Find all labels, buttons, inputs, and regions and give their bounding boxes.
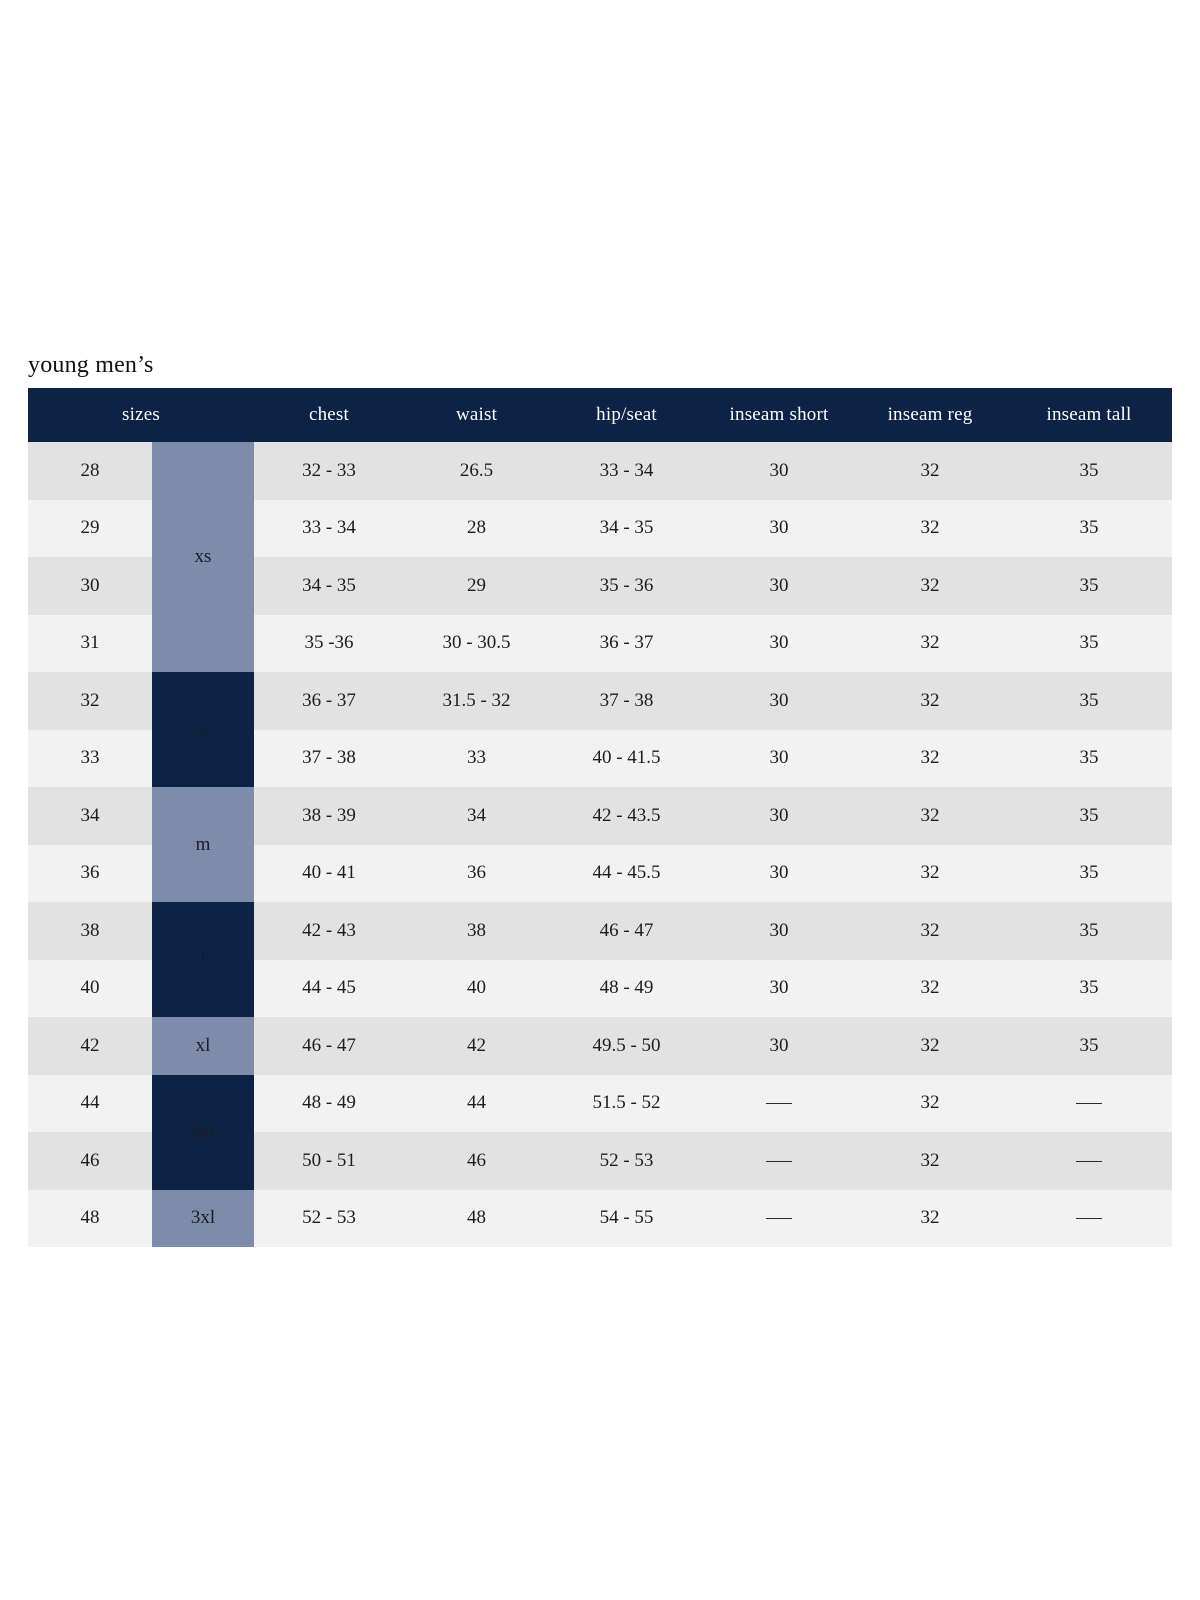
cell-inseam-tall: 35 [1006,960,1172,1018]
column-header-waist: waist [404,388,549,442]
cell-chest: 33 - 34 [254,500,404,558]
cell-waist: 48 [404,1190,549,1248]
cell-inseam-reg: 32 [854,557,1006,615]
cell-hip-seat: 33 - 34 [549,442,704,500]
cell-hip-seat: 49.5 - 50 [549,1017,704,1075]
cell-waist: 30 - 30.5 [404,615,549,673]
cell-inseam-reg: 32 [854,1190,1006,1248]
cell-waist: 42 [404,1017,549,1075]
cell-chest: 48 - 49 [254,1075,404,1133]
cell-size: 40 [28,960,152,1018]
cell-size: 33 [28,730,152,788]
cell-chest: 38 - 39 [254,787,404,845]
cell-size: 44 [28,1075,152,1133]
cell-inseam-tall [1006,1132,1172,1190]
cell-waist: 33 [404,730,549,788]
cell-hip-seat: 34 - 35 [549,500,704,558]
table-row [28,1075,1172,1133]
table-row [28,1017,1172,1075]
cell-inseam-short: 30 [704,615,854,673]
cell-waist: 26.5 [404,442,549,500]
cell-waist: 34 [404,787,549,845]
cell-inseam-tall: 35 [1006,500,1172,558]
cell-hip-seat: 44 - 45.5 [549,845,704,903]
cell-size: 29 [28,500,152,558]
cell-hip-seat: 36 - 37 [549,615,704,673]
cell-inseam-tall: 35 [1006,1017,1172,1075]
cell-hip-seat: 54 - 55 [549,1190,704,1248]
cell-size-group: s [152,672,254,787]
cell-size-group: xl [152,1017,254,1075]
cell-hip-seat: 35 - 36 [549,557,704,615]
cell-hip-seat: 51.5 - 52 [549,1075,704,1133]
cell-inseam-reg: 32 [854,902,1006,960]
cell-inseam-short: 30 [704,672,854,730]
cell-inseam-reg: 32 [854,730,1006,788]
cell-inseam-reg: 32 [854,787,1006,845]
table-row [28,902,1172,960]
cell-inseam-tall [1006,1190,1172,1248]
cell-waist: 44 [404,1075,549,1133]
cell-waist: 38 [404,902,549,960]
cell-size: 34 [28,787,152,845]
column-header-hip-seat: hip/seat [549,388,704,442]
cell-inseam-tall: 35 [1006,730,1172,788]
cell-inseam-short: 30 [704,500,854,558]
size-chart-table [28,388,1172,1247]
cell-waist: 31.5 - 32 [404,672,549,730]
cell-inseam-short: 30 [704,902,854,960]
cell-size: 36 [28,845,152,903]
cell-chest: 32 - 33 [254,442,404,500]
cell-inseam-tall: 35 [1006,615,1172,673]
cell-inseam-tall: 35 [1006,845,1172,903]
cell-inseam-reg: 32 [854,672,1006,730]
cell-inseam-reg: 32 [854,442,1006,500]
cell-inseam-short [704,1132,854,1190]
cell-chest: 40 - 41 [254,845,404,903]
cell-inseam-short [704,1190,854,1248]
cell-hip-seat: 37 - 38 [549,672,704,730]
cell-size: 46 [28,1132,152,1190]
cell-chest: 44 - 45 [254,960,404,1018]
cell-inseam-short: 30 [704,730,854,788]
cell-inseam-tall [1006,1075,1172,1133]
cell-inseam-short: 30 [704,557,854,615]
cell-inseam-short: 30 [704,442,854,500]
cell-inseam-tall: 35 [1006,672,1172,730]
cell-size-group: xs [152,442,254,672]
page-title: young men’s [28,352,154,378]
column-header-inseam-tall: inseam tall [1006,388,1172,442]
cell-size-group: 3xl [152,1190,254,1248]
column-header-inseam-short: inseam short [704,388,854,442]
cell-inseam-short: 30 [704,845,854,903]
cell-hip-seat: 42 - 43.5 [549,787,704,845]
cell-inseam-tall: 35 [1006,787,1172,845]
table-body [28,442,1172,1247]
cell-inseam-reg: 32 [854,1017,1006,1075]
cell-size: 32 [28,672,152,730]
size-chart-container [28,388,1172,1247]
header-row [28,388,1172,442]
cell-inseam-short [704,1075,854,1133]
cell-hip-seat: 52 - 53 [549,1132,704,1190]
table-row [28,442,1172,500]
cell-inseam-reg: 32 [854,615,1006,673]
cell-hip-seat: 46 - 47 [549,902,704,960]
cell-inseam-reg: 32 [854,500,1006,558]
cell-size-group: m [152,787,254,902]
cell-chest: 42 - 43 [254,902,404,960]
cell-size-group: l [152,902,254,1017]
cell-waist: 36 [404,845,549,903]
cell-waist: 29 [404,557,549,615]
cell-chest: 37 - 38 [254,730,404,788]
empty-value-dash [766,1103,792,1104]
cell-size: 38 [28,902,152,960]
empty-value-dash [1076,1161,1102,1162]
cell-inseam-reg: 32 [854,1075,1006,1133]
cell-inseam-reg: 32 [854,1132,1006,1190]
cell-inseam-reg: 32 [854,960,1006,1018]
cell-size: 48 [28,1190,152,1248]
column-header-inseam-reg: inseam reg [854,388,1006,442]
cell-inseam-short: 30 [704,1017,854,1075]
cell-waist: 46 [404,1132,549,1190]
cell-inseam-reg: 32 [854,845,1006,903]
cell-hip-seat: 48 - 49 [549,960,704,1018]
table-row [28,1190,1172,1248]
cell-waist: 28 [404,500,549,558]
table-header [28,388,1172,442]
empty-value-dash [766,1218,792,1219]
table-row [28,672,1172,730]
empty-value-dash [766,1161,792,1162]
cell-waist: 40 [404,960,549,1018]
table-row [28,787,1172,845]
cell-chest: 50 - 51 [254,1132,404,1190]
cell-size: 42 [28,1017,152,1075]
cell-chest: 46 - 47 [254,1017,404,1075]
cell-chest: 36 - 37 [254,672,404,730]
cell-chest: 52 - 53 [254,1190,404,1248]
cell-size: 31 [28,615,152,673]
cell-chest: 35 -36 [254,615,404,673]
cell-inseam-tall: 35 [1006,902,1172,960]
empty-value-dash [1076,1103,1102,1104]
cell-chest: 34 - 35 [254,557,404,615]
column-header-chest: chest [254,388,404,442]
cell-size: 30 [28,557,152,615]
cell-inseam-tall: 35 [1006,442,1172,500]
column-header-sizes: sizes [28,388,254,442]
empty-value-dash [1076,1218,1102,1219]
cell-size-group: 2xl [152,1075,254,1190]
cell-size: 28 [28,442,152,500]
cell-hip-seat: 40 - 41.5 [549,730,704,788]
cell-inseam-short: 30 [704,787,854,845]
cell-inseam-short: 30 [704,960,854,1018]
cell-inseam-tall: 35 [1006,557,1172,615]
